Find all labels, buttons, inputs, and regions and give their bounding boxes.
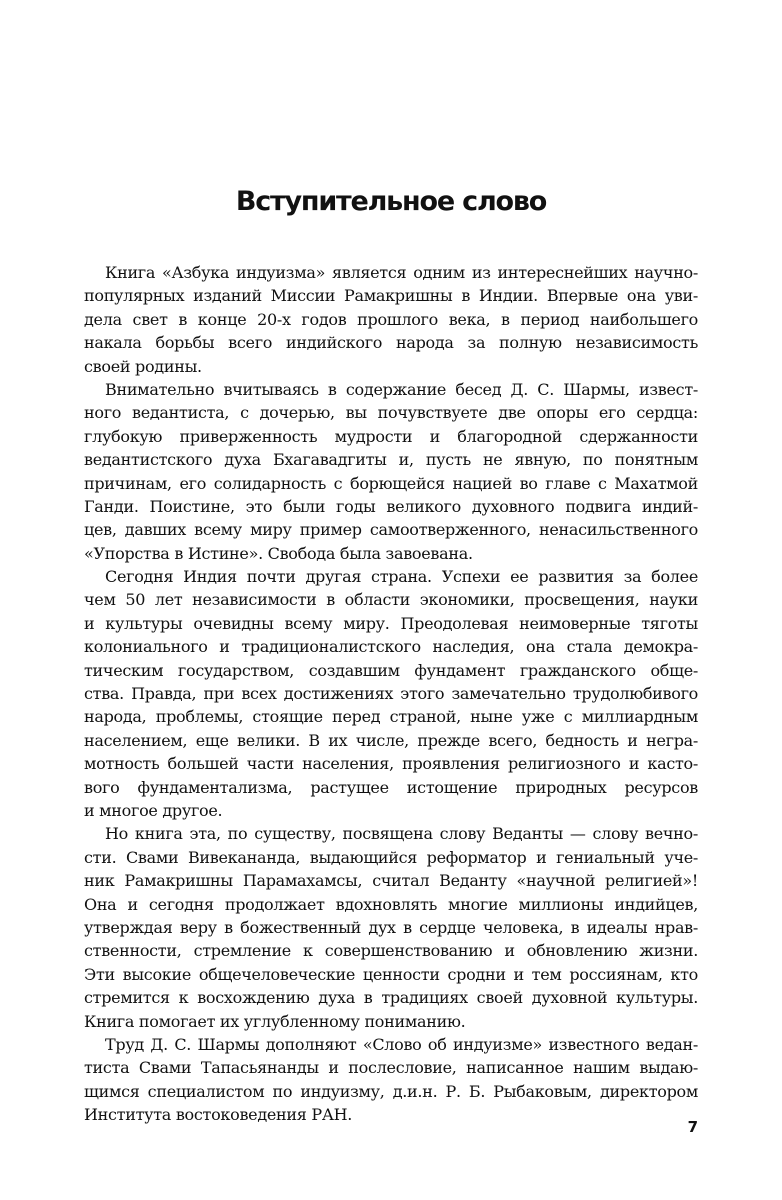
text-line: мотность большей части населения, проявления религиозного и касто- (84, 754, 698, 774)
text-line: населением, еще велики. В их числе, прежде всего, бедность и негра- (84, 730, 698, 750)
text-line: Она и сегодня продолжает вдохновлять многие миллионы индийцев, (84, 894, 698, 914)
page-number: 7 (687, 1118, 698, 1136)
text-line: Сегодня Индия почти другая страна. Успехи ее развития за более (105, 567, 698, 587)
text-line: щимся специалистом по индуизму, д.и.н. Р. Б. Рыбаковым, директором (84, 1081, 698, 1101)
text-line: чем 50 лет независимости в области экономики, просвещения, науки (84, 590, 698, 610)
page-title: Вступительное слово (235, 186, 547, 217)
paragraph-4 (84, 822, 698, 1033)
text-line: Но книга эта, по существу, посвящена слову Веданты — слову вечно- (105, 824, 698, 844)
text-line: и культуры очевидны всему миру. Преодолевая неимоверные тяготы (84, 613, 698, 633)
text-line: Института востоковедения РАН. (84, 1105, 353, 1125)
text-line: ведантистского духа Бхагавадгиты и, пусть не явную, по понятным (84, 450, 698, 470)
paragraph-5 (84, 1033, 698, 1127)
text-line: стремится к восхождению духа в традициях своей духовной культуры. (84, 988, 698, 1008)
paragraph-2 (84, 378, 698, 565)
text-line: своей родины. (84, 356, 202, 376)
text-line: Книга помогает их углубленному пониманию. (84, 1011, 466, 1031)
text-line: накала борьбы всего индийского народа за полную независимость (84, 333, 698, 353)
text-line: народа, проблемы, стоящие перед страной, ныне уже с миллиардным (84, 707, 698, 727)
text-line: Ганди. Поистине, это были годы великого духовного подвига индий- (84, 496, 698, 516)
paragraph-1 (84, 261, 698, 378)
text-line: ственности, стремление к совершенствованию и обновлению жизни. (84, 941, 698, 961)
text-line: тиста Свами Тапасьянанды и послесловие, написанное нашим выдаю- (84, 1058, 698, 1078)
text-line: Книга «Азбука индуизма» является одним из интереснейших научно- (105, 263, 698, 282)
text-line: утверждая веру в божественный дух в сердце человека, в идеалы нрав- (84, 917, 698, 937)
text-line: ства. Правда, при всех достижениях этого замечательно трудолюбивого (84, 684, 698, 704)
text-line: вого фундаментализма, растущее истощение природных ресурсов (84, 777, 698, 797)
text-line: тическим государством, создавшим фундамент гражданского обще- (84, 660, 698, 680)
text-line: ного ведантиста, с дочерью, вы почувствуете две опоры его сердца: (84, 403, 698, 423)
text-line: ник Рамакришны Парамахамсы, считал Веданту «научной религией»! (84, 871, 698, 891)
text-line: колониального и традиционалистского наследия, она стала демокра- (84, 637, 698, 657)
text-line: Труд Д. С. Шармы дополняют «Слово об индуизме» известного ведан- (105, 1034, 698, 1054)
text-line: Внимательно вчитываясь в содержание бесед Д. С. Шармы, извест- (105, 379, 698, 399)
text-line: глубокую приверженность мудрости и благородной сдержанности (84, 426, 698, 446)
text-line: цев, давших всему миру пример самоотверженного, ненасильственного (84, 520, 698, 540)
text-line: «Упорства в Истине». Свобода была завоевана. (84, 543, 473, 563)
text-line: популярных изданий Миссии Рамакришны в Индии. Впервые она уви- (84, 286, 698, 306)
text-line: сти. Свами Вивекананда, выдающийся реформатор и гениальный уче- (84, 847, 698, 867)
text-line: причинам, его солидарность с борющейся нацией во главе с Махатмой (84, 473, 698, 493)
text-line: и многое другое. (84, 800, 223, 820)
paragraph-3 (84, 565, 698, 822)
text-body (84, 261, 698, 1126)
text-line: дела свет в конце 20-х годов прошлого века, в период наибольшего (84, 309, 698, 329)
text-line: Эти высокие общечеловеческие ценности сродни и тем россиянам, кто (84, 964, 698, 984)
